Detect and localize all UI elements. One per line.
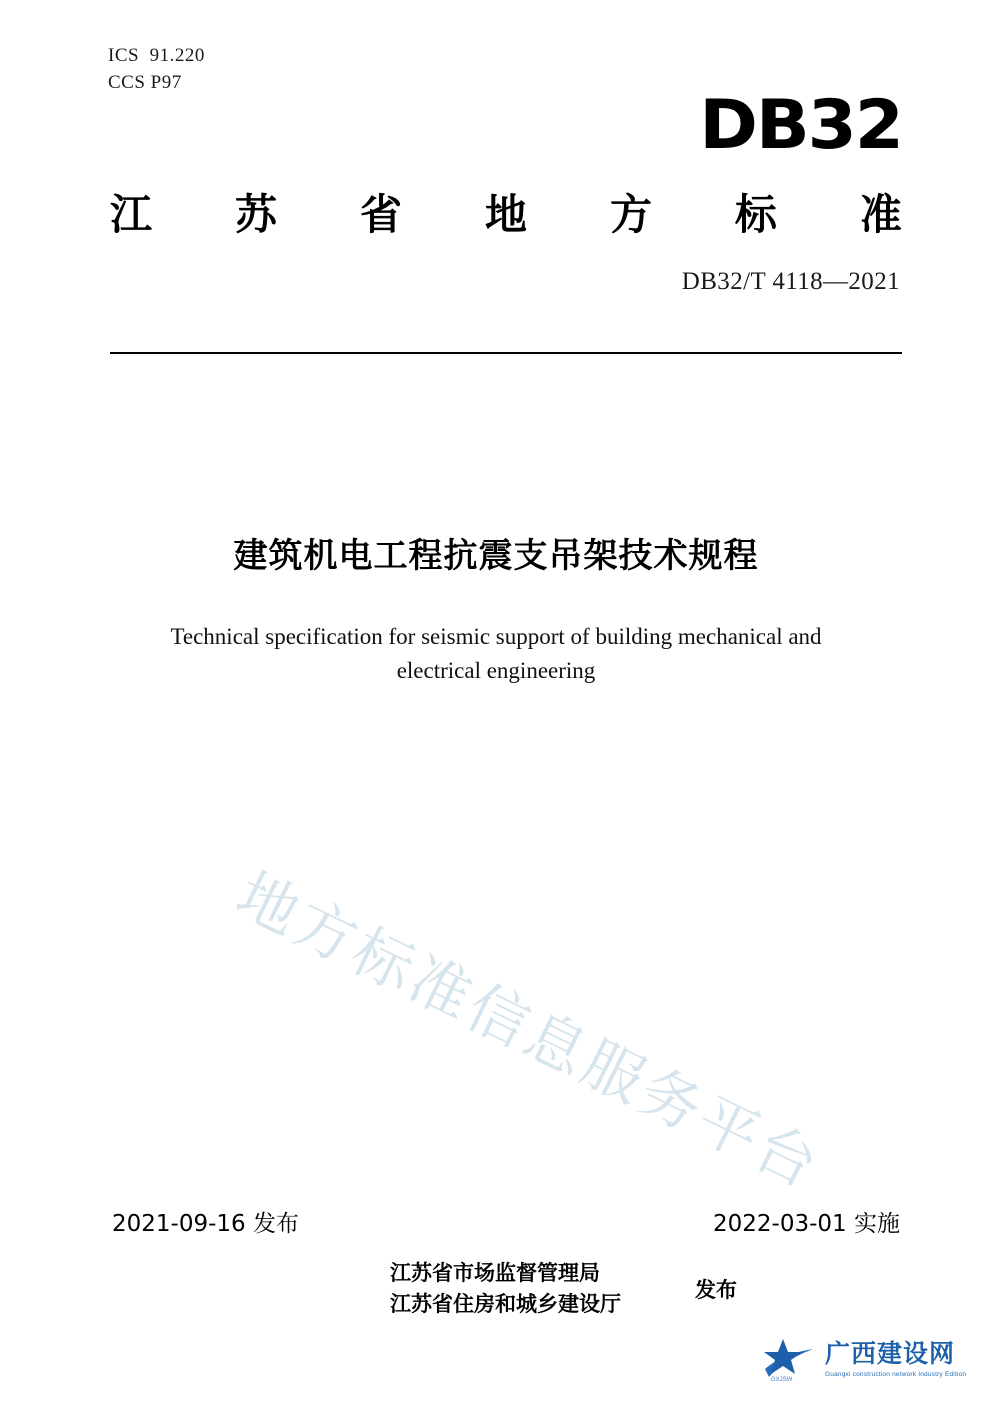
- province-standard-char: 准: [859, 190, 902, 239]
- province-standard-char: 标: [734, 190, 777, 239]
- standard-number: DB32/T 4118—2021: [681, 268, 900, 295]
- site-name-cn: 广西建设网: [825, 1339, 956, 1369]
- province-standard-char: 江: [110, 190, 153, 239]
- province-standard-char: 省: [359, 190, 402, 239]
- document-title-chinese: 建筑机电工程抗震支吊架技术规程: [233, 536, 759, 576]
- implementation-date: 2022-03-01 实施: [713, 1211, 900, 1237]
- issue-date: 2021-09-16 发布: [112, 1211, 299, 1237]
- site-logo: [763, 1329, 978, 1391]
- db32-logo: DB32: [699, 86, 902, 165]
- ics-code: ICS 91.220: [108, 45, 205, 66]
- logo-mark-label: GXJSW: [771, 1377, 793, 1383]
- publish-label: 发布: [695, 1278, 737, 1302]
- province-standard-char: 地: [484, 190, 527, 239]
- classification-codes: [108, 42, 205, 96]
- site-name-en: Guangxi construction network Industry Edition: [825, 1370, 967, 1378]
- ccs-code: CCS P97: [108, 72, 182, 93]
- province-standard-char: 苏: [234, 190, 277, 239]
- star-swoosh-icon: [763, 1335, 817, 1385]
- header-divider: [110, 352, 902, 354]
- publisher-line-1: 江苏省市场监督管理局: [390, 1261, 600, 1285]
- province-standard-char: 方: [609, 190, 652, 239]
- publisher-line-2: 江苏省住房和城乡建设厅: [390, 1292, 621, 1316]
- watermark-text: 地方标准信息服务平台: [225, 859, 832, 1204]
- site-logo-text: [825, 1341, 966, 1378]
- document-title-english: Technical specification for seismic support of building mechanical and electrical engineering: [170, 624, 822, 683]
- province-standard-heading: [110, 182, 902, 242]
- publisher-block: [390, 1258, 621, 1320]
- watermark: [225, 830, 850, 1204]
